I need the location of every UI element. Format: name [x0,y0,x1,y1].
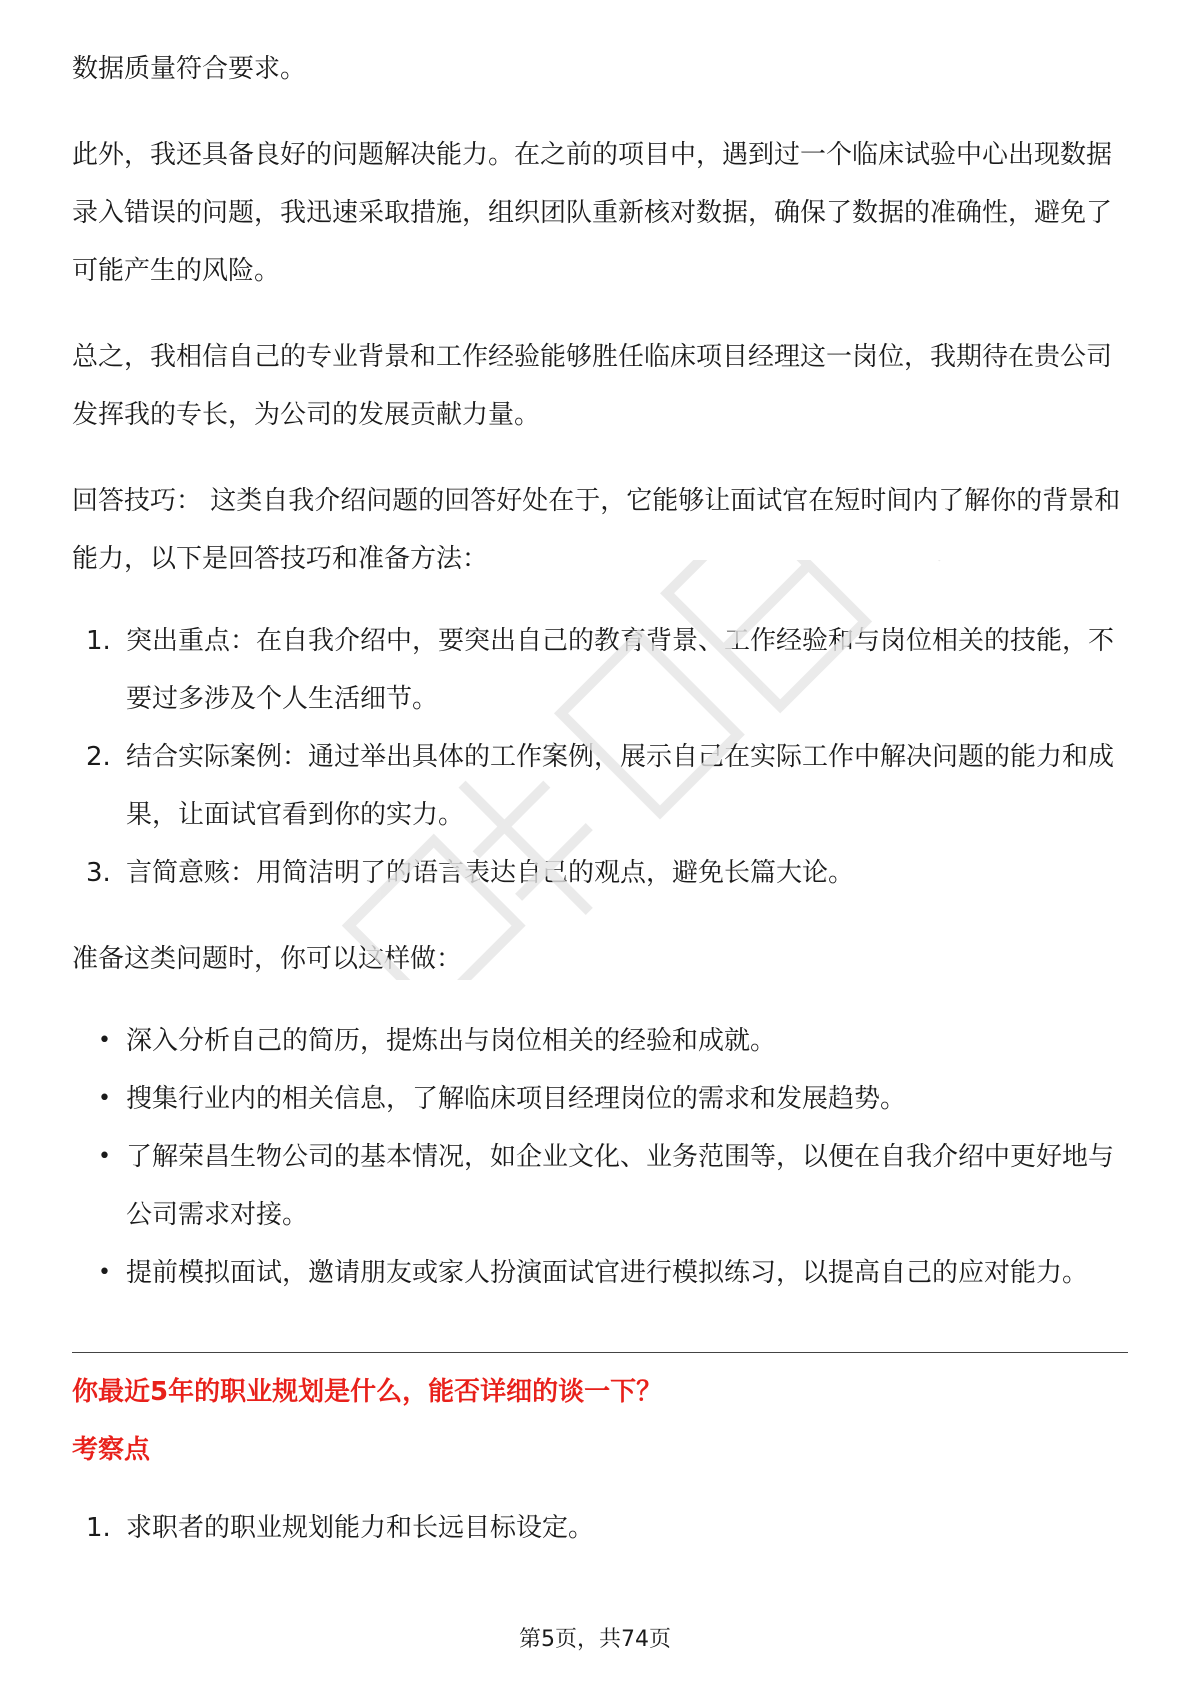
list-item [72,728,1128,844]
list-item-text: 言简意赅：用简洁明了的语言表达自己的观点，避免长篇大论。 [126,858,855,888]
list-item-text: 深入分析自己的简历，提炼出与岗位相关的经验和成就。 [126,1026,777,1056]
list-number: 1. [86,1513,111,1543]
list-number: 1. [86,626,111,656]
paragraph-problem-solving: 此外，我还具备良好的问题解决能力。在之前的项目中，遇到过一个临床试验中心出现数据录入错误的问题，我迅速采取措施，组织团队重新核对数据，确保了数据的准确性，避免了可能产生的风险。 [72,140,1113,286]
list-item-text: 突出重点：在自我介绍中，要突出自己的教育背景、工作经验和与岗位相关的技能，不要过多涉及个人生活细节。 [126,626,1115,714]
list-number: 3. [86,858,111,888]
list-item-text: 结合实际案例：通过举出具体的工作案例，展示自己在实际工作中解决问题的能力和成果，让面试官看到你的实力。 [126,742,1115,830]
list-item-text: 求职者的职业规划能力和长远目标设定。 [126,1513,595,1543]
list-number: 2. [86,742,111,772]
bullet-icon: • [98,1144,111,1169]
list-item [72,1244,1128,1302]
bullet-icon: • [98,1086,111,1111]
list-item [72,1070,1128,1128]
page-footer: 第5页，共74页 [519,1627,671,1652]
document-body [72,40,1128,1557]
paragraph-conclusion: 总之，我相信自己的专业背景和工作经验能够胜任临床项目经理这一岗位，我期待在贵公司发挥我的专长，为公司的发展贡献力量。 [72,342,1113,430]
question-subtitle: 考察点 [72,1435,151,1465]
bullet-icon: • [98,1260,111,1285]
list-item-text: 提前模拟面试，邀请朋友或家人扮演面试官进行模拟练习，以提高自己的应对能力。 [126,1258,1089,1288]
bullet-icon: • [98,1028,111,1053]
list-item [72,1499,1128,1557]
section-divider [72,1352,1128,1353]
prep-list [72,1012,1128,1302]
tips-list [72,612,1128,902]
list-item [72,1128,1128,1244]
paragraph-prep-intro: 准备这类问题时，你可以这样做： [72,944,463,974]
list-item [72,1012,1128,1070]
paragraph-continuation: 数据质量符合要求。 [72,54,307,84]
list-item [72,844,1128,902]
list-item-text: 搜集行业内的相关信息，了解临床项目经理岗位的需求和发展趋势。 [126,1084,907,1114]
assessment-points-list [72,1499,1128,1557]
paragraph-answer-tips: 回答技巧： 这类自我介绍问题的回答好处在于，它能够让面试官在短时间内了解你的背景和能力，以下是回答技巧和准备方法： [72,486,1121,574]
list-item-text: 了解荣昌生物公司的基本情况，如企业文化、业务范围等，以便在自我介绍中更好地与公司需求对接。 [126,1142,1115,1230]
list-item [72,612,1128,728]
question-title: 你最近5年的职业规划是什么，能否详细的谈一下？ [72,1377,663,1407]
